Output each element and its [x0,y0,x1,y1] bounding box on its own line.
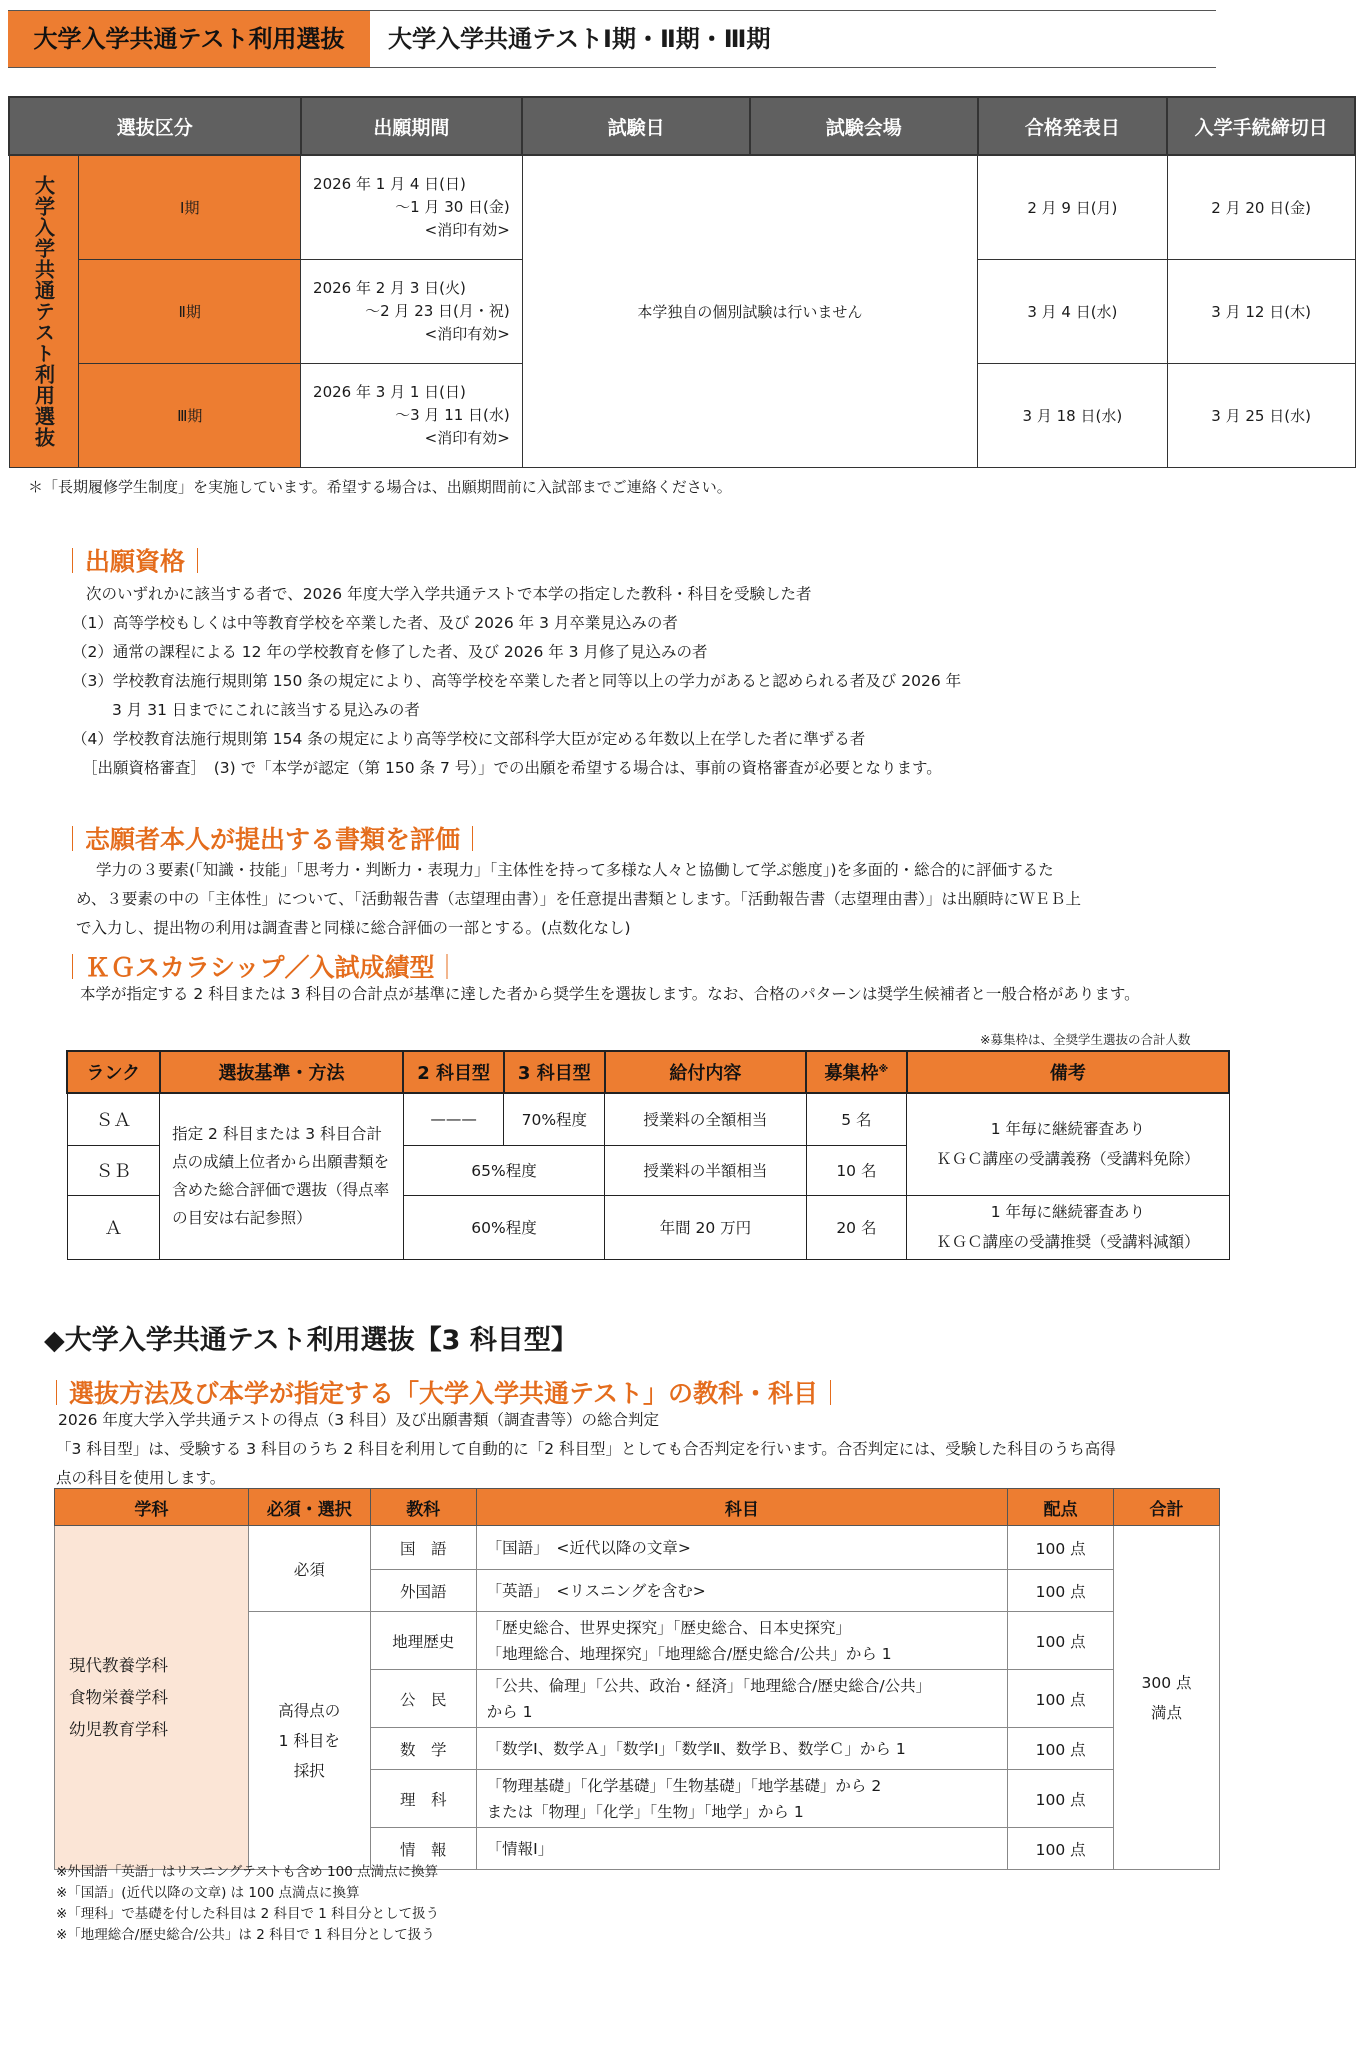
subject-score: 100 点 [1008,1770,1114,1828]
schedule-header: 試験日 [522,97,750,155]
select-cell [248,1612,370,1870]
subject-detail [476,1612,1007,1670]
department: 食物栄養学科 [69,1687,168,1707]
schedule-header: 合格発表日 [978,97,1168,155]
subject-detail [476,1770,1007,1828]
deadline-date: 2 月 20 日(金) [1167,155,1355,259]
subject-name: 情 報 [370,1828,476,1870]
announce-date: 3 月 4 日(水) [978,259,1168,363]
criteria-cell: 指定 2 科目または 3 科目合計点の成績上位者から出願書類を含めた総合評価で選抜（得点率の目安は右記参照） [160,1093,404,1259]
benefit-cell: 授業料の全額相当 [605,1093,806,1145]
three-subject-cell: 70%程度 [504,1093,605,1145]
department: 現代教養学科 [69,1655,168,1675]
subject-score: 100 点 [1008,1828,1114,1870]
qualification-review: ［出願資格審査］ (3) で「本学が認定（第 150 条 7 号）」での出願を希望する場合は、事前の資格審査が必要となります。 [82,759,942,777]
detail-line: 「物理基礎」「化学基礎」「生物基礎」「地学基礎」から 2 [486,1776,882,1795]
period-start: 2026 年 3 月 1 日(日) [313,382,466,401]
detail-line: 「公共、倫理」「公共、政治・経済」「地理総合/歴史総合/公共」 [486,1676,932,1695]
subject-header: 学科 [55,1489,249,1526]
scholarship-desc: 本学が指定する 2 科目または 3 科目の合計点が基準に達した者から奨学生を選抜します。なお、合格のパターンは奨学生候補者と一般合格があります。 [80,985,1140,1003]
period-start: 2026 年 1 月 4 日(日) [313,174,466,193]
rank-cell: ＳＢ [67,1145,160,1195]
subject-note: ※「地理総合/歴史総合/公共」は 2 科目で 1 科目分として扱う [56,1927,435,1943]
rank-cell: ＳＡ [67,1093,160,1145]
scholarship-header: 3 科目型 [504,1051,605,1093]
subject-name: 理 科 [370,1770,476,1828]
scholarship-row [67,1093,1229,1145]
qualification-body [72,580,1286,783]
postmark-note: <消印有効> [424,324,510,343]
documents-title: ｜志願者本人が提出する書類を評価｜ [60,825,486,854]
required-cell: 必須 [248,1526,370,1612]
two-subject-cell: ——— [403,1093,504,1145]
detail-line: 「地理総合、地理探究」「地理総合/歴史総合/公共」から 1 [486,1644,892,1663]
subject-score: 100 点 [1008,1612,1114,1670]
three-subject-line: 「3 科目型」は、受験する 3 科目のうち 2 科目を利用して自動的に「2 科目型」としても合否判定を行います。合否判定には、受験した科目のうち高得 [56,1440,1116,1458]
section-title: 出願資格 [85,547,186,576]
remark-line: ＫＧＣ講座の受講推奨（受講料減額） [936,1233,1200,1251]
page-header [8,10,1216,68]
select-line: 採択 [293,1761,325,1780]
deadline-date: 3 月 25 日(水) [1167,363,1355,467]
period-label: Ⅱ期 [79,259,301,363]
subject-score: 100 点 [1008,1570,1114,1612]
qualification-item: （4）学校教育法施行規則第 154 条の規定により高等学校に文部科学大臣が定める年数以上在学した者に準ずる者 [72,730,866,748]
department-cell [55,1526,249,1870]
quota-header-label: 募集枠 [824,1063,879,1084]
three-subject-line: 2026 年度大学入学共通テストの得点（3 科目）及び出願書類（調査書等）の総合判定 [58,1411,660,1429]
detail-line: から 1 [486,1702,533,1721]
qualification-intro: 次のいずれかに該当する者で、2026 年度大学入学共通テストで本学の指定した教科・科目を受験した者 [86,585,812,603]
three-subject-line: 点の科目を使用します。 [56,1469,226,1487]
select-line: 高得点の [278,1701,341,1720]
subject-detail: 「国語」 <近代以降の文章> [476,1526,1007,1570]
category-label: 大学入学共通テスト利用選抜 [31,174,56,448]
application-period [301,363,523,467]
documents-line: で入力し、提出物の利用は調査書と同様に総合評価の一部とする。(点数化なし) [76,919,631,937]
subject-score: 100 点 [1008,1670,1114,1728]
subject-detail: 「英語」 <リスニングを含む> [476,1570,1007,1612]
remark-cell [907,1093,1229,1195]
announce-date: 2 月 9 日(月) [978,155,1168,259]
period-end: ～2 月 23 日(月・祝) [365,301,510,320]
schedule-header: 入学手続締切日 [1167,97,1355,155]
subject-header: 必須・選択 [248,1489,370,1526]
subject-detail: 「情報Ⅰ」 [476,1828,1007,1870]
scholarship-header [806,1051,907,1093]
select-line: 1 科目を [278,1731,340,1750]
scholarship-header: 2 科目型 [403,1051,504,1093]
subject-name: 公 民 [370,1670,476,1728]
application-period [301,155,523,259]
quota-cell: 20 名 [806,1195,907,1259]
quota-note: ※募集枠は、全奨学生選抜の合計人数 [980,1032,1191,1047]
subject-name: 国 語 [370,1526,476,1570]
subject-note: ※「理科」で基礎を付した科目は 2 科目で 1 科目分として扱う [56,1906,440,1922]
scholarship-header: 選抜基準・方法 [160,1051,404,1093]
subject-row [55,1526,1220,1570]
schedule-header: 試験会場 [750,97,978,155]
subject-table [54,1488,1220,1870]
scholarship-title: ｜ＫＧスカラシップ／入試成績型｜ [60,953,460,982]
subject-name: 数 学 [370,1728,476,1770]
subject-score: 100 点 [1008,1728,1114,1770]
period-end: ～1 月 30 日(金) [395,197,510,216]
three-subject-heading: ◆大学入学共通テスト利用選抜【3 科目型】 [44,1325,578,1356]
schedule-header: 選抜区分 [9,97,301,155]
qualification-item: （2）通常の課程による 12 年の学校教育を修了した者、及び 2026 年 3 月修了見込みの者 [72,643,708,661]
announce-date: 3 月 18 日(水) [978,363,1168,467]
subject-note: ※外国語「英語」はリスニングテストも含め 100 点満点に換算 [56,1864,439,1880]
documents-line: 学力の３要素(「知識・技能」「思考力・判断力・表現力」「主体性を持って多様な人々と協働して学ぶ態度」)を多面的・総合的に評価するた [96,861,1054,879]
subject-detail: 「数学Ⅰ、数学Ａ」「数学Ⅰ」「数学Ⅱ、数学Ｂ、数学Ｃ」から 1 [476,1728,1007,1770]
qualification-item: 3 月 31 日までにこれに該当する見込みの者 [112,701,420,719]
page-subtitle: 大学入学共通テストⅠ期・Ⅱ期・Ⅲ期 [388,25,771,53]
three-subject-body [56,1406,1306,1493]
total-line: 300 点 [1141,1673,1192,1692]
department: 幼児教育学科 [69,1719,168,1739]
three-subject-subtitle: ｜選抜方法及び本学が指定する「大学入学共通テスト」の教科・科目｜ [44,1379,844,1408]
schedule-row [9,155,1355,259]
subject-header: 教科 [370,1489,476,1526]
total-cell [1114,1526,1220,1870]
postmark-note: <消印有効> [424,428,510,447]
period-start: 2026 年 2 月 3 日(火) [313,278,466,297]
benefit-cell: 授業料の半額相当 [605,1145,806,1195]
scholarship-header: 備考 [907,1051,1229,1093]
section-title: 志願者本人が提出する書類を評価 [85,825,461,854]
scholarship-header: ランク [67,1051,160,1093]
quota-cell: 5 名 [806,1093,907,1145]
section-title: 選抜方法及び本学が指定する「大学入学共通テスト」の教科・科目 [69,1379,819,1408]
subject-header: 科目 [476,1489,1007,1526]
subject-detail [476,1670,1007,1728]
schedule-header: 出願期間 [301,97,523,155]
detail-line: または「物理」「化学」「生物」「地学」から 1 [486,1802,804,1821]
subject-notes [56,1862,439,1946]
period-label: Ⅲ期 [79,363,301,467]
quota-cell: 10 名 [806,1145,907,1195]
qualification-item: （1）高等学校もしくは中等教育学校を卒業した者、及び 2026 年 3 月卒業見込みの者 [72,614,678,632]
subject-name: 地理歴史 [370,1612,476,1670]
subject-header: 合計 [1114,1489,1220,1526]
score-cell: 60%程度 [403,1195,604,1259]
schedule-header-row [9,97,1355,155]
remark-line: ＫＧＣ講座の受講義務（受講料免除） [936,1150,1200,1169]
scholarship-table [66,1050,1230,1260]
application-period [301,259,523,363]
remark-cell [907,1195,1229,1259]
subject-header: 配点 [1008,1489,1114,1526]
remark-line: 1 年毎に継続審査あり [990,1203,1146,1221]
exam-note: 本学独自の個別試験は行いません [522,155,977,467]
documents-line: め、３要素の中の「主体性」について、「活動報告書（志望理由書）」を任意提出書類とします。「活動報告書（志望理由書）」は出願時にＷＥＢ上 [76,890,1082,908]
subject-note: ※「国語」(近代以降の文章) は 100 点満点に換算 [56,1885,360,1901]
benefit-cell: 年間 20 万円 [605,1195,806,1259]
subject-score: 100 点 [1008,1526,1114,1570]
qualification-title: ｜出願資格｜ [60,547,211,576]
score-cell: 65%程度 [403,1145,604,1195]
remark-line: 1 年毎に継続審査あり [990,1120,1146,1139]
documents-body [76,856,1306,943]
schedule-footnote: ＊「長期履修学生制度」を実施しています。希望する場合は、出願期間前に入試部までご連絡ください。 [28,478,732,496]
period-label: Ⅰ期 [79,155,301,259]
category-cell [9,155,79,467]
total-line: 満点 [1151,1703,1183,1722]
subject-name: 外国語 [370,1570,476,1612]
period-end: ～3 月 11 日(水) [395,405,510,424]
page-tag: 大学入学共通テスト利用選抜 [8,11,370,67]
postmark-note: <消印有効> [424,220,510,239]
qualification-item: （3）学校教育法施行規則第 150 条の規定により、高等学校を卒業した者と同等以上の学力があると認められる者及び 2026 年 [72,672,962,690]
scholarship-header: 給付内容 [605,1051,806,1093]
schedule-table [8,96,1356,468]
detail-line: 「歴史総合、世界史探究」「歴史総合、日本史探究」 [486,1618,851,1637]
rank-cell: Ａ [67,1195,160,1259]
quota-header-mark: ※ [878,1064,889,1075]
deadline-date: 3 月 12 日(木) [1167,259,1355,363]
section-title: ＫＧスカラシップ／入試成績型 [85,953,435,982]
